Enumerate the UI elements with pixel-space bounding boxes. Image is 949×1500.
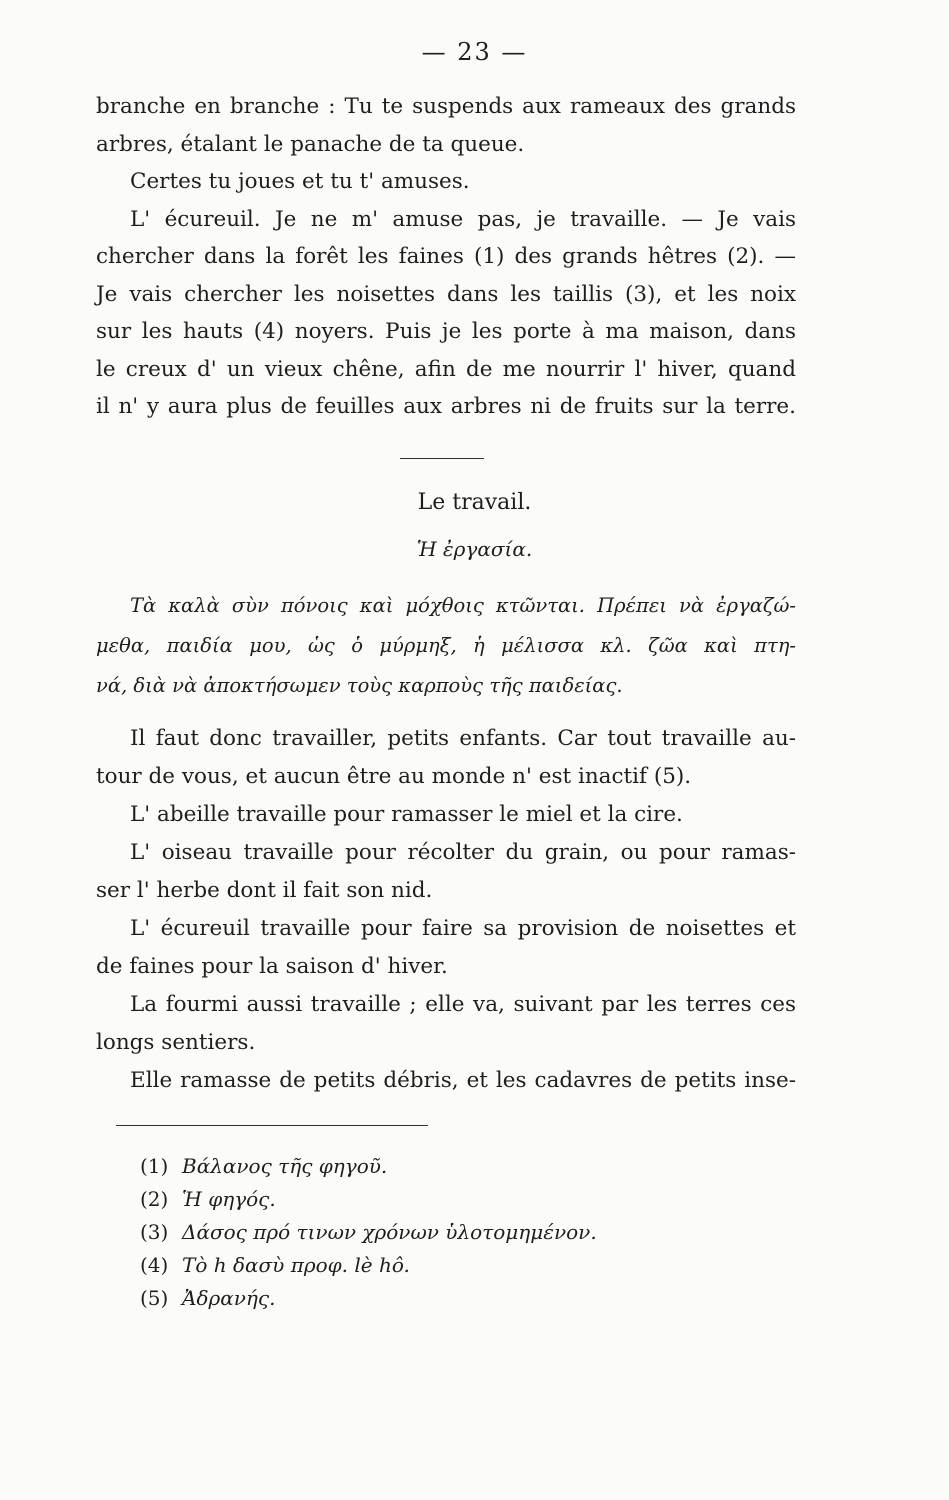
text-line: L' oiseau travaille pour récolter du grain, ou pour ramas- [130,840,796,865]
footnote-text: Δάσος πρό τινων χρόνων ὑλοτομημένον. [182,1220,597,1244]
footnote-number: (1) [140,1154,169,1178]
text-line: L' abeille travaille pour ramasser le miel et la cire. [130,802,683,827]
greek-paragraph [96,586,796,706]
footnotes [140,1150,740,1315]
paragraph-ecureuil [96,88,796,426]
footnote-text: Ἀδρανής. [182,1286,276,1310]
footnote-text: Τὸ h δασὺ προφ. lè hô. [182,1253,410,1277]
text-line: le creux d' un vieux chêne, afin de me nourrir l' hiver, quand [96,356,796,382]
footnote-number: (5) [140,1286,169,1310]
footnote-text: Βάλανος τῆς φηγοῦ. [182,1154,388,1178]
footnote [140,1249,740,1282]
section-divider [400,458,484,459]
greek-section-title: Ἡ ἐργασία. [416,537,533,561]
footnote-number: (3) [140,1220,169,1244]
text-line: Il faut donc travailler, petits enfants. Car tout travaille au- [130,726,796,751]
text-line: ser l' herbe dont il fait son nid. [96,878,433,903]
section-title: Le travail. [417,490,532,515]
footnote-text: Ἡ φηγός. [182,1187,276,1211]
paragraph-travail [96,720,796,1100]
text-line: L' écureuil travaille pour faire sa provision de noisettes et [130,916,796,941]
greek-line: μεθα, παιδία μου, ὡς ὁ μύρμηξ, ἡ μέλισσα κλ. ζῶα καὶ πτη- [96,634,796,657]
text-line: branche en branche : Tu te suspends aux rameaux des grands [96,94,796,119]
text-line: il n' y aura plus de feuilles aux arbres ni de fruits sur la terre. [96,394,796,419]
text-line: Elle ramasse de petits débris, et les cadavres de petits inse- [130,1068,796,1093]
footnote [140,1183,740,1216]
text-line: de faines pour la saison d' hiver. [96,954,448,979]
greek-line: νά, διὰ νὰ ἀποκτήσωμεν τοὺς καρποὺς τῆς παιδείας. [96,674,623,697]
footnote-divider [116,1125,428,1126]
text-line: L' écureuil. Je ne m' amuse pas, je travaille. — Je vais [130,206,796,232]
footnote-number: (2) [140,1187,169,1211]
text-line: sur les hauts (4) noyers. Puis je les porte à ma maison, dans [96,319,796,344]
greek-line: Τὰ καλὰ σὺν πόνοις καὶ μόχθοις κτῶνται. Πρέπει νὰ ἐργαζώ- [130,594,796,617]
text-line: longs sentiers. [96,1030,256,1055]
footnote [140,1282,740,1315]
footnote-number: (4) [140,1253,169,1277]
text-line: arbres, étalant le panache de ta queue. [96,131,525,157]
text-line: chercher dans la forêt les faines (1) des grands hêtres (2). — [96,244,796,269]
text-line: Certes tu joues et tu t' amuses. [130,169,470,194]
footnote [140,1150,740,1183]
text-line: tour de vous, et aucun être au monde n' est inactif (5). [96,764,692,789]
page-number: — 23 — [421,38,528,66]
footnote [140,1216,740,1249]
text-line: La fourmi aussi travaille ; elle va, suivant par les terres ces [130,992,796,1017]
text-line: Je vais chercher les noisettes dans les taillis (3), et les noix [96,281,796,307]
